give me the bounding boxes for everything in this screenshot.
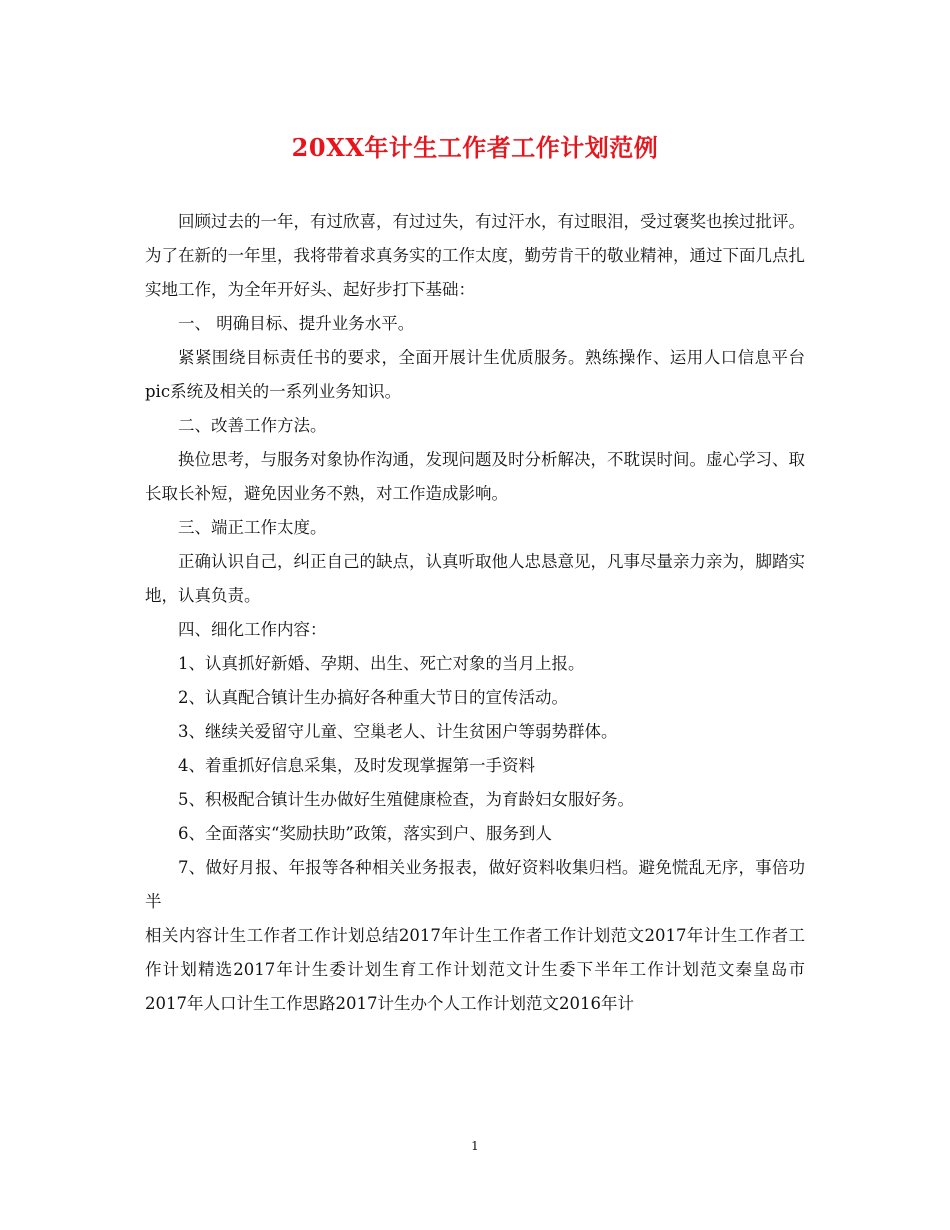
paragraph-section-2: 换位思考，与服务对象协作沟通，发现问题及时分析解决，不耽误时间。虚心学习、取长取长补短，避免因业务不熟，对工作造成影响。: [145, 450, 805, 503]
list-item: 5、积极配合镇计生办做好生殖健康检查，为育龄妇女服好务。: [178, 790, 634, 809]
section-heading-3: 三、端正工作太度。: [178, 518, 327, 537]
list-item: 3、继续关爱留守儿童、空巢老人、计生贫困户等弱势群体。: [178, 722, 618, 741]
paragraph-section-3: 正确认识自己，纠正自己的缺点，认真听取他人忠恳意见，凡事尽量亲力亲为，脚踏实地，认真负责。: [145, 552, 805, 605]
related-content: 相关内容计生工作者工作计划总结2017年计生工作者工作计划范文2017年计生工作者工作计划精选2017年计生委计划生育工作计划范文计生委下半年工作计划范文秦皇岛市2017年人口计生工作思路2017计生办个人工作计划范文2016年计: [145, 926, 805, 1013]
list-item: 2、认真配合镇计生办搞好各种重大节日的宣传活动。: [178, 688, 568, 707]
section-heading-1: 一、 明确目标、提升业务水平。: [178, 314, 415, 333]
paragraph-section-1: 紧紧围绕目标责任书的要求，全面开展计生优质服务。熟练操作、运用人口信息平台pic系统及相关的一系列业务知识。: [145, 348, 805, 401]
list-item: 1、认真抓好新婚、孕期、出生、死亡对象的当月上报。: [178, 654, 585, 673]
document-title: 20XX年计生工作者工作计划范例: [291, 133, 659, 162]
page-number: 1: [471, 1139, 479, 1153]
section-heading-4: 四、细化工作内容：: [178, 620, 327, 639]
list-item: 6、全面落实“奖励扶助”政策，落实到户、服务到人: [178, 824, 552, 843]
paragraph-intro: 回顾过去的一年，有过欣喜，有过过失，有过汗水，有过眼泪，受过褒奖也挨过批评。为了在新的一年里，我将带着求真务实的工作太度，勤劳肯干的敬业精神，通过下面几点扎实地工作，为全年开好头、起好步打下基础：: [145, 212, 805, 299]
list-item: 4、着重抓好信息采集，及时发现掌握第一手资料: [178, 756, 535, 775]
document-body: [145, 205, 805, 1021]
list-item: 7、做好月报、年报等各种相关业务报表，做好资料收集归档。避免慌乱无序，事倍功半: [145, 858, 805, 911]
section-heading-2: 二、改善工作方法。: [178, 416, 327, 435]
